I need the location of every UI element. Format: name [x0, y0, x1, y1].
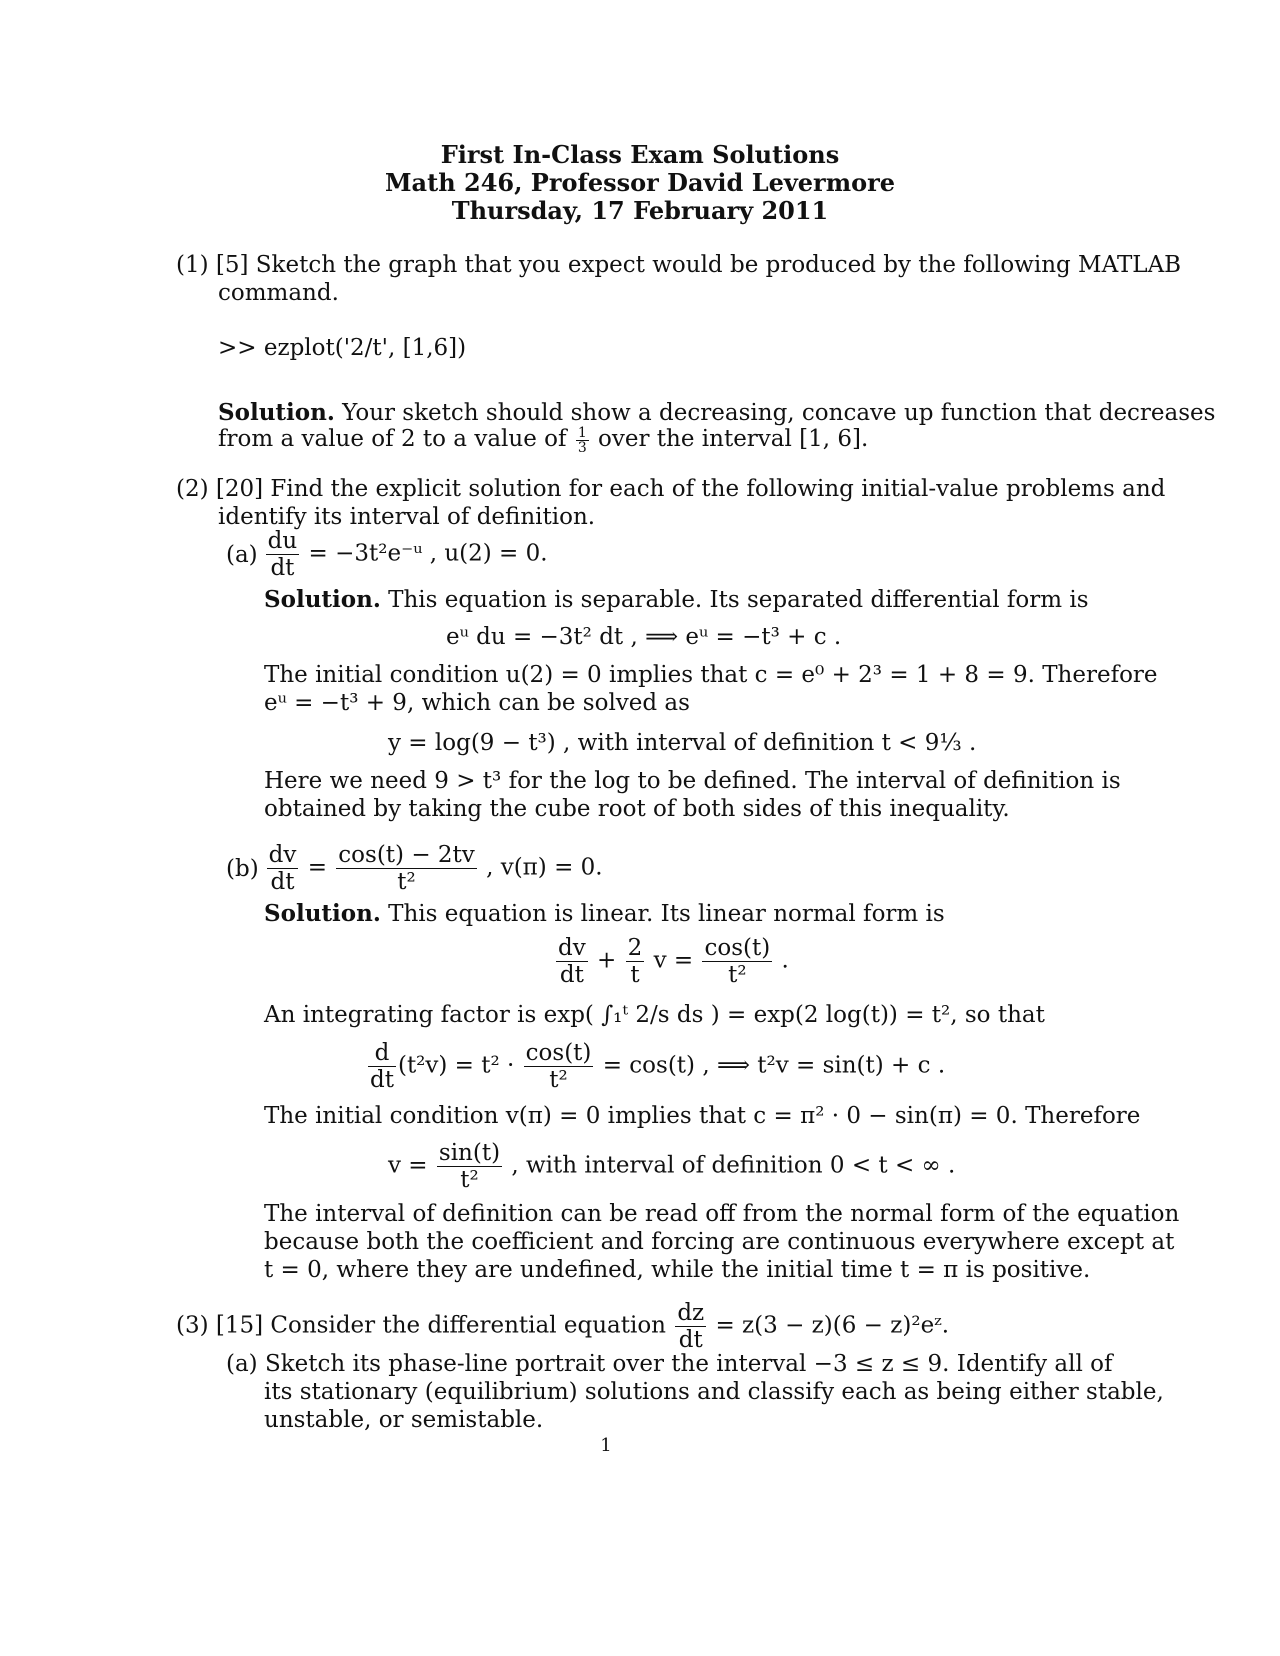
derivative-d-dt	[368, 1040, 396, 1093]
v-equals: v =	[653, 947, 694, 974]
problem2a-initial-condition-line2: eᵘ = −t³ + 9, which can be solved as	[264, 690, 690, 716]
solution-text: Your sketch should show a decreasing, concave up function that decreases	[342, 400, 1216, 426]
problem2a-solution-line	[264, 586, 1089, 614]
fraction-numerator: sin(t)	[438, 1140, 501, 1166]
problem1-matlab-command: >> ezplot('2/t', [1,6])	[218, 335, 467, 361]
derivative-du-dt	[266, 528, 300, 581]
rhs-fraction	[702, 935, 772, 988]
fraction-numerator: dz	[677, 1300, 705, 1326]
fraction-numerator: cos(t) − 2tv	[338, 842, 475, 868]
problem1-statement-line2: command.	[218, 280, 339, 306]
problem3a-line2: its stationary (equilibrium) solutions and classify each as being either stable,	[264, 1379, 1164, 1405]
problem2a-initial-condition-line1: The initial condition u(2) = 0 implies that c = e⁰ + 2³ = 1 + 8 = 9. Therefore	[264, 662, 1158, 688]
fraction-denominator: t²	[549, 1067, 568, 1093]
fraction-numerator: dv	[268, 842, 297, 868]
derivative-dv-dt	[556, 935, 588, 988]
problem3a-line3: unstable, or semistable.	[264, 1407, 544, 1433]
cos-over-t2	[524, 1040, 594, 1093]
problem2a-separated-equation: eᵘ du = −3t² dt , ⟹ eᵘ = −t³ + c .	[446, 624, 842, 650]
problem2a-note-line1: Here we need 9 > t³ for the log to be defined. The interval of definition is	[264, 768, 1121, 794]
part-label: (a)	[226, 541, 258, 568]
derivative-dz-dt	[675, 1300, 706, 1353]
product-rest: = cos(t) , ⟹ t²v = sin(t) + c .	[602, 1052, 946, 1079]
problem2b-equation	[226, 842, 603, 895]
two-over-t	[626, 935, 645, 988]
page-number: 1	[600, 1435, 612, 1456]
problem2b-interval-line1: The interval of definition can be read off from the normal form of the equation	[264, 1201, 1180, 1227]
solution-text-end: over the interval [1, 6].	[598, 426, 869, 452]
product-middle: (t²v) = t² ·	[397, 1052, 515, 1079]
equation-rest: = z(3 − z)(6 − z)²eᶻ.	[715, 1312, 950, 1339]
problem3-intro: (3) [15] Consider the differential equation	[176, 1312, 666, 1339]
fraction-denominator: 3	[577, 439, 587, 456]
solution-label: Solution.	[264, 900, 381, 927]
problem2b-product-rule	[366, 1040, 945, 1093]
fraction-denominator: dt	[678, 1327, 703, 1353]
fraction-denominator: dt	[270, 869, 295, 895]
problem2b-integrating-factor: An integrating factor is exp( ∫₁ᵗ 2/s ds ) = exp(2 log(t)) = t², so that	[264, 1002, 1045, 1028]
fraction-denominator: t	[630, 962, 640, 988]
problem1-solution-line2	[218, 425, 868, 455]
fraction-denominator: dt	[270, 555, 295, 581]
period: .	[781, 947, 789, 974]
problem3a-line1: (a) Sketch its phase-line portrait over the interval −3 ≤ z ≤ 9. Identify all of	[226, 1351, 1113, 1377]
equation-rest: = −3t²e⁻ᵘ , u(2) = 0.	[308, 540, 548, 567]
solution-text: This equation is linear. Its linear normal form is	[388, 901, 945, 927]
solution-text-start: from a value of 2 to a value of	[218, 426, 567, 452]
problem2-statement-line1: (2) [20] Find the explicit solution for each of the following initial-value problems and	[176, 476, 1166, 502]
fraction-numerator: dv	[558, 935, 586, 961]
fraction-numerator: d	[368, 1040, 396, 1067]
fraction-one-third	[576, 426, 589, 455]
problem2b-solution-line	[264, 900, 945, 928]
solution-label: Solution.	[218, 399, 335, 426]
result-rest: , with interval of definition 0 < t < ∞ .	[511, 1152, 956, 1179]
fraction-numerator: 2	[627, 935, 643, 961]
problem2-statement-line2: identify its interval of definition.	[218, 504, 596, 530]
problem2a-equation	[226, 528, 548, 581]
solution-text: This equation is separable. Its separated differential form is	[388, 587, 1089, 613]
problem2a-note-line2: obtained by taking the cube root of both sides of this inequality.	[264, 796, 1010, 822]
problem2b-normal-form	[554, 935, 789, 988]
derivative-dv-dt	[267, 842, 299, 895]
fraction-denominator: t²	[397, 869, 416, 895]
fraction-numerator: du	[267, 528, 298, 554]
fraction-denominator: t²	[728, 962, 747, 988]
fraction-denominator: dt	[559, 962, 584, 988]
part-label: (b)	[226, 855, 259, 882]
plus-sign: +	[597, 947, 617, 974]
fraction-denominator: dt	[370, 1067, 394, 1093]
sin-over-t2	[437, 1140, 502, 1193]
problem2b-result	[388, 1140, 955, 1193]
problem1-solution-line1	[218, 399, 1215, 427]
problem3-statement	[176, 1300, 949, 1353]
fraction-numerator: cos(t)	[525, 1040, 592, 1066]
rhs-fraction	[336, 842, 476, 895]
solution-label: Solution.	[264, 586, 381, 613]
problem2b-initial-condition: The initial condition v(π) = 0 implies that c = π² · 0 − sin(π) = 0. Therefore	[264, 1103, 1141, 1129]
equals-sign: =	[307, 854, 327, 881]
v-equals: v =	[388, 1152, 428, 1179]
problem2b-interval-line3: t = 0, where they are undefined, while the initial time t = π is positive.	[264, 1257, 1091, 1283]
problem2b-interval-line2: because both the coefficient and forcing are continuous everywhere except at	[264, 1229, 1175, 1255]
fraction-denominator: t²	[460, 1167, 479, 1193]
exam-title: First In-Class Exam Solutions	[440, 140, 840, 169]
fraction-numerator: 1	[577, 424, 587, 441]
problem2a-result: y = log(9 − t³) , with interval of definition t < 9⅓ .	[388, 730, 977, 756]
equation-rest: , v(π) = 0.	[486, 854, 603, 881]
problem1-statement-line1: (1) [5] Sketch the graph that you expect would be produced by the following MATLAB	[176, 252, 1182, 278]
fraction-numerator: cos(t)	[704, 935, 771, 961]
course-line: Math 246, Professor David Levermore	[384, 168, 896, 197]
date-line: Thursday, 17 February 2011	[451, 196, 829, 225]
